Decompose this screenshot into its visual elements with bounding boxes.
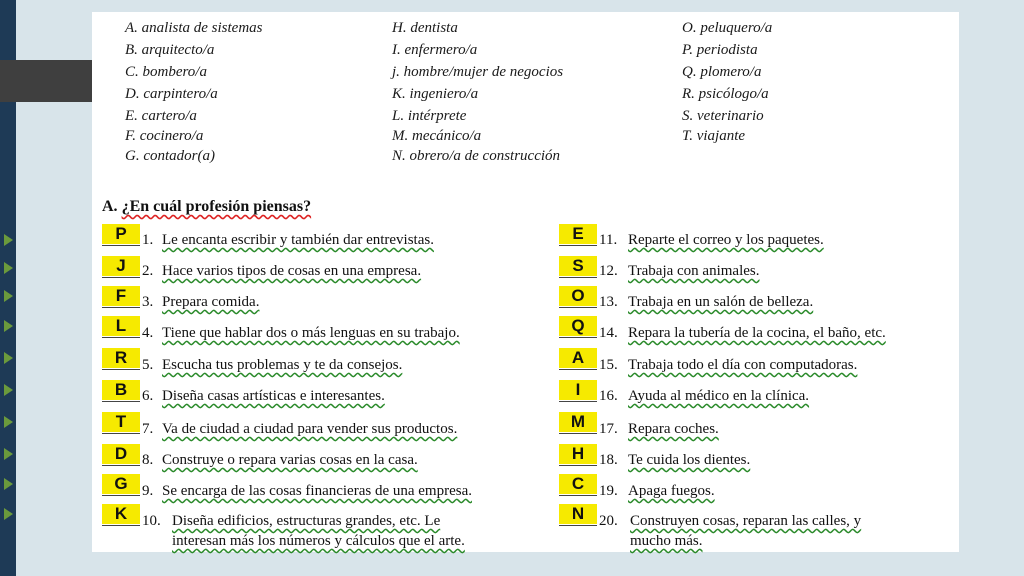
legend-item: E. cartero/a (125, 108, 197, 124)
answer-box[interactable]: F (102, 286, 140, 306)
legend-item: F. cocinero/a (125, 128, 204, 144)
answer-blank (102, 307, 140, 308)
legend-item: T. viajante (682, 128, 746, 144)
section-prefix: A. (102, 198, 122, 215)
legend-item: N. obrero/a de construcción (392, 148, 561, 164)
question-number: 5. (142, 357, 154, 373)
question-text: Reparte el correo y los paquetes. (628, 232, 824, 248)
answer-blank (102, 495, 140, 496)
answer-box[interactable]: R (102, 348, 140, 368)
answer-box[interactable]: P (102, 224, 140, 244)
question-number: 20. (599, 513, 618, 529)
answer-blank (559, 337, 597, 338)
question-text: Tiene que hablar dos o más lenguas en su trabajo. (162, 325, 460, 341)
answer-blank (102, 525, 140, 526)
question-text-continued: mucho más. (630, 533, 703, 549)
answer-box[interactable]: B (102, 380, 140, 400)
question-number: 2. (142, 263, 154, 279)
question-number: 13. (599, 294, 618, 310)
question-number: 15. (599, 357, 618, 373)
answer-blank (102, 401, 140, 402)
question-text-continued: interesan más los números y cálculos que el arte. (172, 533, 465, 549)
question-number: 14. (599, 325, 618, 341)
question-number: 12. (599, 263, 618, 279)
question-text: Trabaja con animales. (628, 263, 760, 279)
legend-item: S. veterinario (682, 108, 764, 124)
arrow-icon (4, 508, 13, 520)
answer-box[interactable]: I (559, 380, 597, 400)
arrow-icon (4, 478, 13, 490)
legend-item: j. hombre/mujer de negocios (392, 64, 564, 80)
question-number: 4. (142, 325, 154, 341)
answer-box[interactable]: Q (559, 316, 597, 336)
answer-box[interactable]: L (102, 316, 140, 336)
answer-box[interactable]: A (559, 348, 597, 368)
question-number: 9. (142, 483, 154, 499)
question-number: 7. (142, 421, 154, 437)
question-text: Construyen cosas, reparan las calles, y (630, 513, 862, 529)
arrow-icon (4, 262, 13, 274)
answer-blank (559, 369, 597, 370)
answer-box[interactable]: K (102, 504, 140, 524)
question-number: 19. (599, 483, 618, 499)
question-number: 18. (599, 452, 618, 468)
arrow-icon (4, 234, 13, 246)
answer-blank (559, 465, 597, 466)
question-text: Repara coches. (628, 421, 719, 437)
answer-blank (102, 245, 140, 246)
answer-blank (559, 277, 597, 278)
legend-item: P. periodista (682, 42, 758, 58)
arrow-icon (4, 448, 13, 460)
question-number: 10. (142, 513, 161, 529)
question-text: Le encanta escribir y también dar entrevistas. (162, 232, 434, 248)
section-header (102, 198, 311, 216)
question-text: Hace varios tipos de cosas en una empresa. (162, 263, 422, 279)
answer-box[interactable]: O (559, 286, 597, 306)
question-number: 11. (599, 232, 618, 248)
legend-item: A. analista de sistemas (125, 20, 263, 36)
legend-item: H. dentista (392, 20, 458, 36)
question-text: Prepara comida. (162, 294, 260, 310)
answer-box[interactable]: G (102, 474, 140, 494)
answer-blank (102, 337, 140, 338)
legend-item: O. peluquero/a (682, 20, 773, 36)
legend-item: M. mecánico/a (392, 128, 482, 144)
question-text: Va de ciudad a ciudad para vender sus productos. (162, 421, 458, 437)
question-text: Repara la tubería de la cocina, el baño, etc. (628, 325, 886, 341)
question-text: Diseña edificios, estructuras grandes, etc. Le (172, 513, 441, 529)
answer-blank (559, 495, 597, 496)
legend-item: Q. plomero/a (682, 64, 762, 80)
question-text: Trabaja en un salón de belleza. (628, 294, 814, 310)
answer-box[interactable]: D (102, 444, 140, 464)
question-text: Ayuda al médico en la clínica. (628, 388, 810, 404)
arrow-icon (4, 416, 13, 428)
answer-blank (102, 433, 140, 434)
legend-item: R. psicólogo/a (682, 86, 769, 102)
question-number: 1. (142, 232, 154, 248)
answer-box[interactable]: J (102, 256, 140, 276)
arrow-icon (4, 384, 13, 396)
legend-item: B. arquitecto/a (125, 42, 215, 58)
question-text: Trabaja todo el día con computadoras. (628, 357, 858, 373)
answer-blank (559, 433, 597, 434)
answer-box[interactable]: H (559, 444, 597, 464)
answer-blank (102, 277, 140, 278)
answer-blank (559, 245, 597, 246)
answer-box[interactable]: N (559, 504, 597, 524)
legend-item: K. ingeniero/a (392, 86, 479, 102)
question-text: Se encarga de las cosas financieras de una empresa. (162, 483, 472, 499)
question-text: Construye o repara varias cosas en la casa. (162, 452, 418, 468)
answer-blank (559, 307, 597, 308)
legend-item: G. contador(a) (125, 148, 215, 164)
legend-item: I. enfermero/a (392, 42, 478, 58)
question-number: 8. (142, 452, 154, 468)
answer-box[interactable]: C (559, 474, 597, 494)
question-text: Apaga fuegos. (628, 483, 715, 499)
answer-blank (559, 401, 597, 402)
legend-item: C. bombero/a (125, 64, 207, 80)
question-text: Escucha tus problemas y te da consejos. (162, 357, 403, 373)
arrow-icon (4, 352, 13, 364)
answer-box[interactable]: T (102, 412, 140, 432)
answer-box[interactable]: S (559, 256, 597, 276)
legend-item: L. intérprete (392, 108, 467, 124)
answer-box[interactable]: M (559, 412, 597, 432)
worksheet (92, 12, 959, 552)
answer-blank (559, 525, 597, 526)
arrow-icon (4, 290, 13, 302)
slide-title-block (0, 60, 92, 102)
question-text: Diseña casas artísticas e interesantes. (162, 388, 385, 404)
answer-blank (102, 369, 140, 370)
question-number: 16. (599, 388, 618, 404)
question-text: Te cuida los dientes. (628, 452, 751, 468)
arrow-icon (4, 320, 13, 332)
question-number: 17. (599, 421, 618, 437)
answer-box[interactable]: E (559, 224, 597, 244)
section-title: ¿En cuál profesión piensas? (121, 198, 312, 215)
legend-item: D. carpintero/a (125, 86, 218, 102)
question-number: 6. (142, 388, 154, 404)
question-number: 3. (142, 294, 154, 310)
answer-blank (102, 465, 140, 466)
